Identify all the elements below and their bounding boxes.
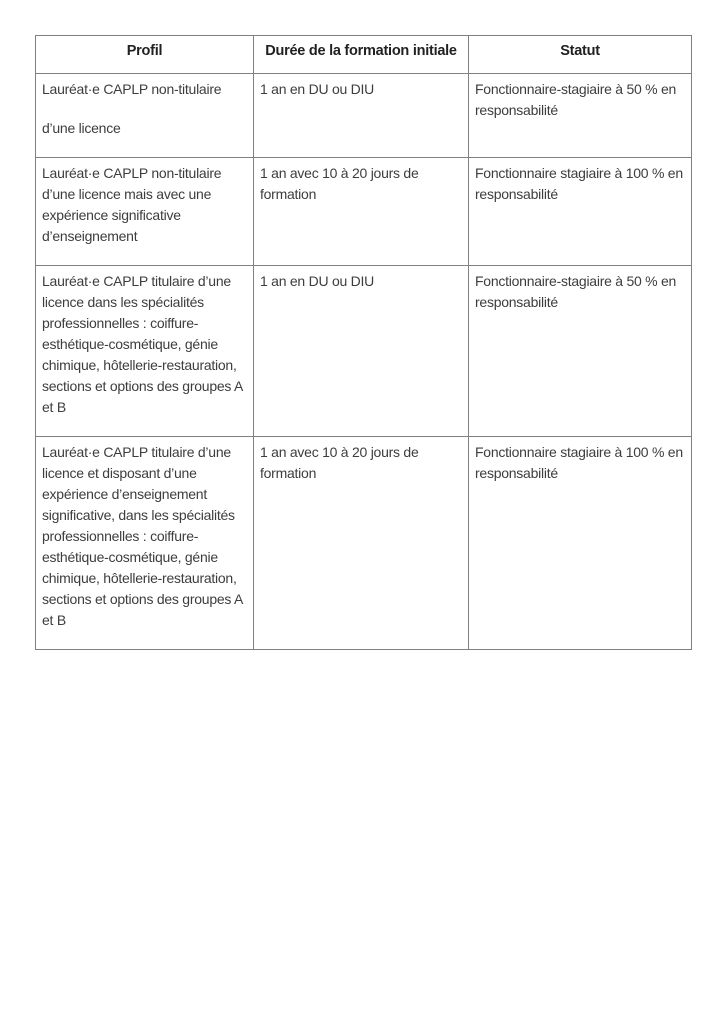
header-profil: Profil (36, 36, 254, 74)
formation-table (35, 35, 692, 650)
cell-paragraph: 1 an en DU ou DIU (260, 81, 375, 97)
cell-paragraph: 1 an en DU ou DIU (260, 273, 375, 289)
table-row (36, 74, 692, 158)
cell-duree-formation (254, 74, 469, 158)
cell-statut (469, 266, 692, 437)
table-body (36, 74, 692, 650)
cell-profil (36, 158, 254, 266)
cell-statut (469, 437, 692, 650)
cell-paragraph: Fonctionnaire-stagiaire à 50 % en responsabilité (475, 273, 677, 310)
cell-paragraph: Lauréat·e CAPLP non-titulaire (42, 81, 222, 97)
cell-paragraph: Lauréat·e CAPLP titulaire d’une licence dans les spécialités professionnelles : coiffure-esthétique-cosmétique, génie chimique, hôtellerie-restauration, sections et options des groupes A et B (42, 273, 243, 415)
cell-profil (36, 74, 254, 158)
cell-statut (469, 74, 692, 158)
cell-paragraph: d’une licence (42, 120, 121, 136)
cell-paragraph: Lauréat·e CAPLP titulaire d’une licence et disposant d’une expérience d’enseignement significative, dans les spécialités professionnelles : coiffure-esthétique-cosmétique, génie chimique, hôtellerie-restauration, sections et options des groupes A et B (42, 444, 243, 628)
header-statut: Statut (469, 36, 692, 74)
table-row (36, 266, 692, 437)
cell-duree-formation (254, 437, 469, 650)
cell-profil (36, 266, 254, 437)
header-row (36, 36, 692, 74)
cell-profil (36, 437, 254, 650)
cell-duree-formation (254, 266, 469, 437)
cell-paragraph: 1 an avec 10 à 20 jours de formation (260, 444, 419, 481)
cell-paragraph: 1 an avec 10 à 20 jours de formation (260, 165, 419, 202)
table-row (36, 437, 692, 650)
cell-paragraph: Fonctionnaire stagiaire à 100 % en responsabilité (475, 165, 683, 202)
cell-paragraph: Fonctionnaire-stagiaire à 50 % en responsabilité (475, 81, 677, 118)
header-duree-formation: Durée de la formation initiale (254, 36, 469, 74)
cell-paragraph: Lauréat·e CAPLP non-titulaire d’une licence mais avec une expérience significative d’enseignement (42, 165, 222, 244)
cell-duree-formation (254, 158, 469, 266)
cell-statut (469, 158, 692, 266)
cell-paragraph: Fonctionnaire stagiaire à 100 % en responsabilité (475, 444, 683, 481)
table-row (36, 158, 692, 266)
